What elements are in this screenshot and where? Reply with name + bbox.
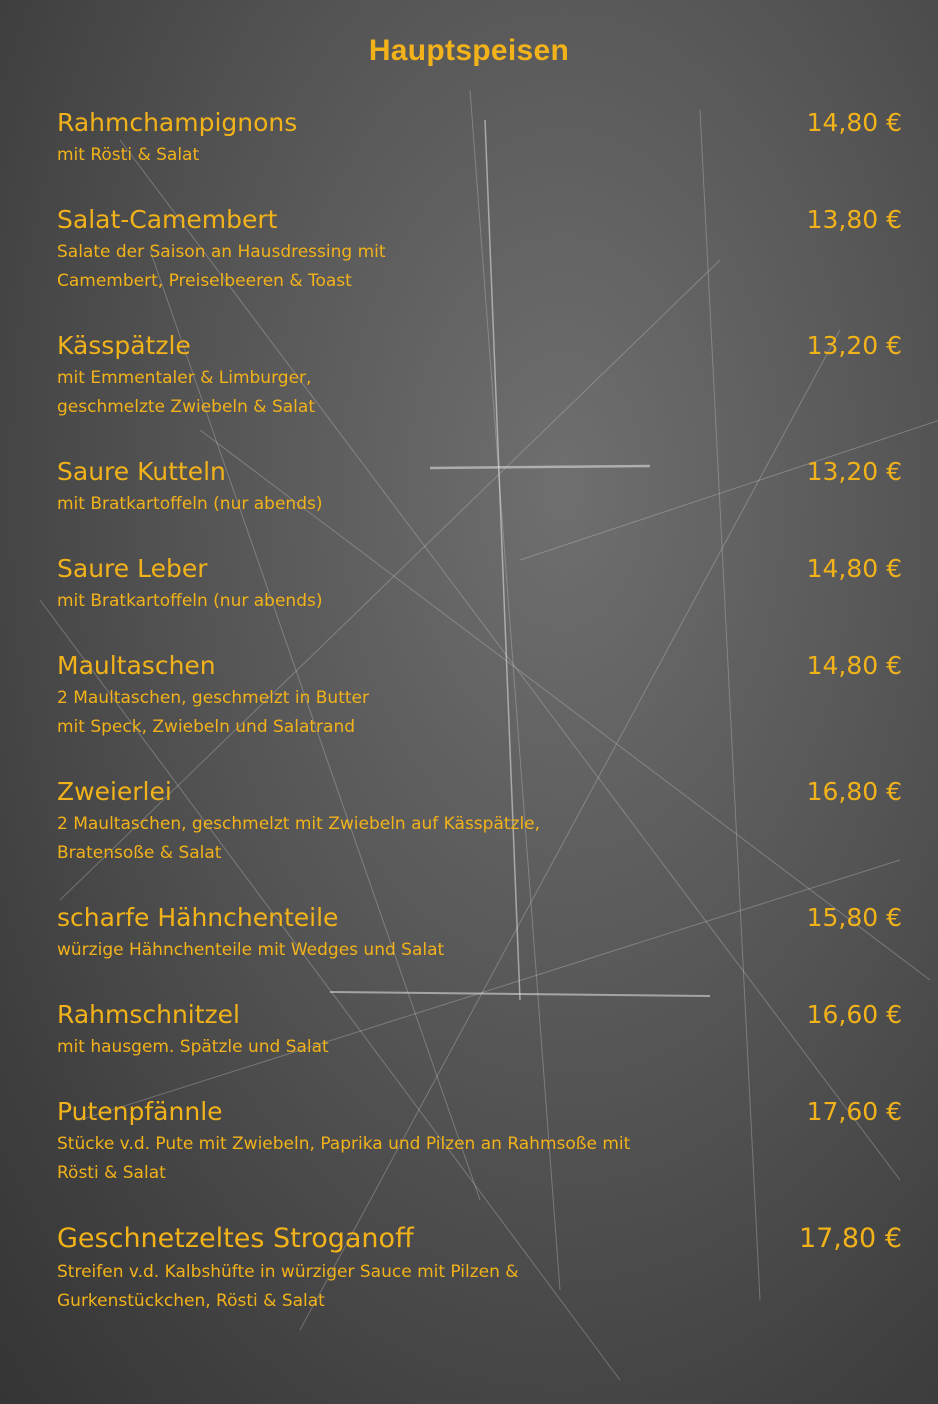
dish-description — [57, 490, 902, 519]
dish-price: 17,60 € — [806, 1097, 902, 1126]
dish-description — [57, 936, 902, 965]
dish-name: Saure Kutteln — [57, 457, 226, 486]
dish-name: Putenpfännle — [57, 1097, 223, 1126]
menu-item-putenpfaennle — [57, 1097, 902, 1188]
description-line: Camembert, Preiselbeeren & Toast — [57, 271, 352, 291]
menu-item-rahmschnitzel — [57, 1000, 902, 1062]
page-title: Hauptspeisen — [368, 34, 570, 67]
dish-name: Salat-Camembert — [57, 205, 278, 234]
description-line: Streifen v.d. Kalbshüfte in würziger Sauce mit Pilzen & — [57, 1262, 519, 1282]
dish-price: 13,80 € — [806, 205, 902, 234]
dish-price: 17,80 € — [798, 1223, 902, 1254]
dish-price: 14,80 € — [806, 108, 902, 137]
menu-item-saure-kutteln — [57, 457, 902, 519]
description-line: Gurkenstückchen, Rösti & Salat — [57, 1291, 325, 1311]
description-line: 2 Maultaschen, geschmelzt in Butter — [57, 688, 369, 708]
description-line: würzige Hähnchenteile mit Wedges und Salat — [57, 940, 445, 960]
dish-description — [57, 1033, 902, 1062]
description-line: mit Bratkartoffeln (nur abends) — [57, 591, 323, 611]
dish-name: Rahmschnitzel — [57, 1000, 240, 1029]
menu-item-kaesspaetzle — [57, 331, 902, 422]
dish-name: Kässpätzle — [57, 331, 191, 360]
description-line: geschmelzte Zwiebeln & Salat — [57, 397, 315, 417]
dish-price: 13,20 € — [806, 457, 902, 486]
dish-price: 14,80 € — [806, 554, 902, 583]
description-line: Salate der Saison an Hausdressing mit — [57, 242, 386, 262]
description-line: mit Emmentaler & Limburger, — [57, 368, 312, 388]
menu-item-maultaschen — [57, 651, 902, 742]
dish-description — [57, 238, 902, 296]
dish-description — [57, 1258, 902, 1316]
dish-price: 16,60 € — [806, 1000, 902, 1029]
dish-name: Maultaschen — [57, 651, 216, 680]
dish-description — [57, 684, 902, 742]
description-line: mit Speck, Zwiebeln und Salatrand — [57, 717, 356, 737]
description-line: mit Bratkartoffeln (nur abends) — [57, 494, 323, 514]
dish-description — [57, 587, 902, 616]
description-line: mit hausgem. Spätzle und Salat — [57, 1037, 329, 1057]
dish-name: scharfe Hähnchenteile — [57, 903, 339, 932]
dish-price: 14,80 € — [806, 651, 902, 680]
description-line: Bratensoße & Salat — [57, 843, 222, 863]
dish-price: 13,20 € — [806, 331, 902, 360]
dish-price: 16,80 € — [806, 777, 902, 806]
dish-name: Saure Leber — [57, 554, 208, 583]
dish-name: Geschnetzeltes Stroganoff — [57, 1223, 414, 1254]
description-line: Stücke v.d. Pute mit Zwiebeln, Paprika und Pilzen an Rahmsoße mit — [57, 1134, 631, 1154]
dish-name: Rahmchampignons — [57, 108, 298, 137]
dish-price: 15,80 € — [806, 903, 902, 932]
menu-item-rahmchampignons — [57, 108, 902, 170]
description-line: 2 Maultaschen, geschmelzt mit Zwiebeln auf Kässpätzle, — [57, 814, 541, 834]
dish-description — [57, 141, 902, 170]
dish-description — [57, 810, 902, 868]
dish-name: Zweierlei — [57, 777, 172, 806]
menu-item-scharfe-haehnchenteile — [57, 903, 902, 965]
menu-item-zweierlei — [57, 777, 902, 868]
dish-description — [57, 364, 902, 422]
menu-item-salat-camembert — [57, 205, 902, 296]
description-line: Rösti & Salat — [57, 1163, 166, 1183]
menu-item-saure-leber — [57, 554, 902, 616]
menu-item-geschnetzeltes-stroganoff — [57, 1223, 902, 1316]
dish-description — [57, 1130, 902, 1188]
description-line: mit Rösti & Salat — [57, 145, 200, 165]
